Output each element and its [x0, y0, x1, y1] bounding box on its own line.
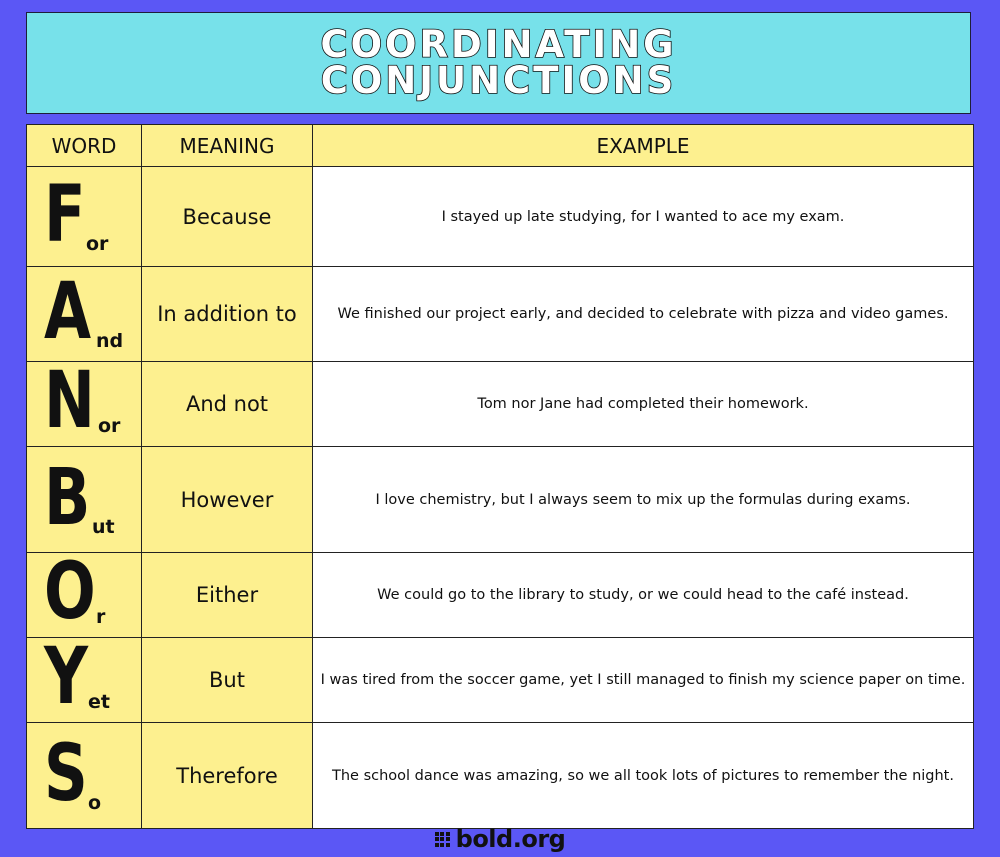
example-cell: I stayed up late studying, for I wanted to ace my exam.	[313, 167, 974, 267]
word-initial: S	[44, 728, 88, 819]
table-row-for	[27, 167, 974, 267]
meaning-cell: Because	[142, 167, 313, 267]
meaning-cell: Therefore	[142, 723, 313, 829]
word-initial: N	[44, 356, 95, 446]
word-initial: B	[44, 452, 91, 543]
table-row-but	[27, 447, 974, 553]
word-rest: or	[98, 415, 121, 437]
example-cell: We could go to the library to study, or we could head to the café instead.	[313, 553, 974, 638]
word-initial: A	[44, 267, 92, 357]
grid-dots-icon	[435, 832, 450, 847]
table-row-so	[27, 723, 974, 829]
word-rest: or	[86, 232, 109, 255]
word-rest: ut	[92, 515, 115, 538]
word-rest: r	[96, 606, 106, 628]
word-initial: O	[44, 547, 96, 637]
word-cell	[27, 723, 142, 829]
meaning-cell: And not	[142, 362, 313, 447]
word-cell	[27, 167, 142, 267]
meaning-cell: However	[142, 447, 313, 553]
title-line-1: COORDINATING	[320, 23, 677, 66]
header-word: WORD	[27, 125, 142, 167]
word-initial: Y	[44, 632, 89, 722]
table-row-or	[27, 553, 974, 638]
header-meaning: MEANING	[142, 125, 313, 167]
word-cell	[27, 547, 142, 638]
word-rest: nd	[96, 330, 124, 352]
example-cell: I love chemistry, but I always seem to mix up the formulas during exams.	[313, 447, 974, 553]
meaning-cell: But	[142, 638, 313, 723]
word-cell	[27, 356, 142, 447]
table-row-and	[27, 267, 974, 362]
example-cell: The school dance was amazing, so we all took lots of pictures to remember the night.	[313, 723, 974, 829]
meaning-cell: In addition to	[142, 267, 313, 362]
header-row	[27, 125, 974, 167]
word-cell	[27, 267, 142, 362]
conjunctions-table	[26, 124, 974, 829]
title-line-2: CONJUNCTIONS	[320, 59, 677, 102]
table-row-nor	[27, 362, 974, 447]
word-rest: o	[88, 791, 102, 814]
header-example: EXAMPLE	[313, 125, 974, 167]
title-banner	[26, 12, 971, 114]
example-cell: Tom nor Jane had completed their homework.	[313, 362, 974, 447]
word-cell	[27, 447, 142, 553]
brand-logo-text: bold.org	[455, 825, 566, 853]
table-row-yet	[27, 638, 974, 723]
example-cell: I was tired from the soccer game, yet I still managed to finish my science paper on time.	[313, 638, 974, 723]
footer-brand	[0, 824, 1000, 854]
meaning-cell: Either	[142, 553, 313, 638]
example-cell: We finished our project early, and decided to celebrate with pizza and video games.	[313, 267, 974, 362]
word-rest: et	[88, 691, 110, 713]
word-cell	[27, 632, 142, 723]
word-initial: F	[44, 169, 86, 260]
